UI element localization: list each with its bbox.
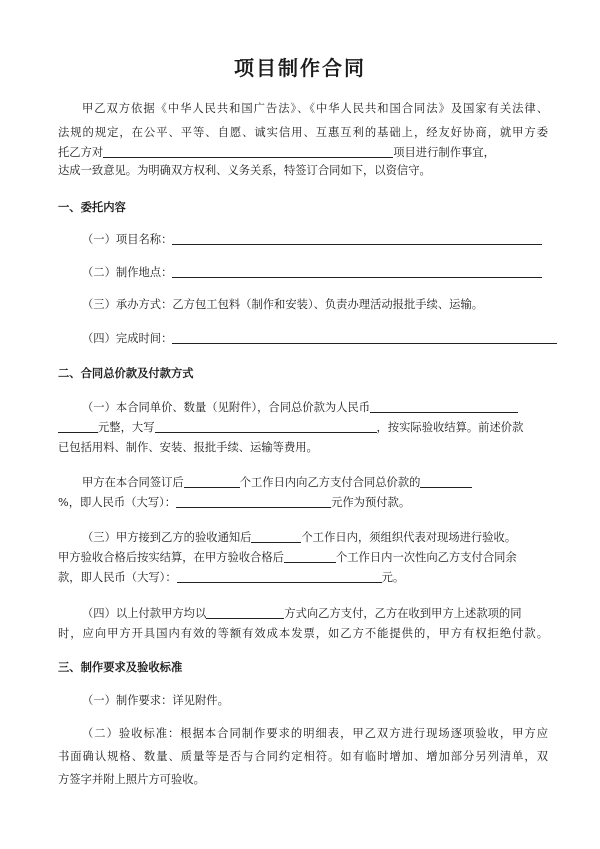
- completion-time-blank[interactable]: [172, 331, 557, 344]
- page-title: 项目制作合同: [234, 56, 366, 80]
- payment-method-blank[interactable]: [206, 606, 284, 619]
- s2-p3-text-a: （三）甲方接到乙方的验收通知后: [82, 531, 252, 544]
- s2-p3-text-c: 甲方验收合格后按实结算，在甲方验收合格后: [58, 551, 284, 564]
- s2-p3-line-3: [58, 570, 548, 585]
- workdays-blank-3[interactable]: [284, 550, 336, 563]
- s2-p2-text-d: 元作为预付款。: [331, 496, 411, 509]
- amount-uppercase-blank[interactable]: [155, 420, 377, 433]
- s2-p3-text-b: 个工作日内，须组织代表对现场进行验收。: [301, 531, 517, 544]
- s2-p1-text-c: ，按实际验收结算。前述价款: [376, 421, 524, 434]
- section-3-heading: 三、制作要求及验收标准: [58, 660, 183, 674]
- s3-item-2-line-2: 书面确认规格、数量、质量等是否与合同约定相符。如有临时增加、增加部分另列清单，双: [58, 750, 548, 763]
- workdays-blank-2[interactable]: [251, 530, 301, 543]
- s2-p4-line-1: [82, 606, 572, 621]
- s2-p1-line-3: 已包括用料、制作、安装、报批手续、运输等费用。: [58, 441, 318, 454]
- s2-p1-line-2: [58, 420, 548, 435]
- s1-item-2-label: （二）制作地点：: [82, 266, 173, 279]
- s2-p3-text-e: 款，即人民币（大写）：: [58, 571, 177, 584]
- percent-blank[interactable]: [420, 475, 472, 488]
- s2-p3-line-2: [58, 550, 548, 565]
- intro-line-1: 甲乙双方依据《中华人民共和国广告法》、《中华人民共和国合同法》及国家有关法律、: [82, 102, 548, 115]
- intro-line-2: 法规的规定，在公平、平等、自愿、诚实信用、互惠互利的基础上，经友好协商，就甲方委: [58, 126, 548, 139]
- project-name-blank[interactable]: [172, 232, 542, 245]
- prepayment-blank[interactable]: [176, 495, 331, 508]
- s1-item-4-label: （四）完成时间：: [82, 332, 173, 345]
- s2-p2-text-b: 个工作日内向乙方支付合同总价款的: [239, 476, 421, 489]
- section-1-heading: 一、委托内容: [58, 200, 126, 214]
- s2-p3-text-d: 个工作日内一次性向乙方支付合同余: [335, 551, 517, 564]
- s3-item-2-line-1: （二）验收标准：根据本合同制作要求的明细表，甲乙双方进行现场逐项验收，甲方应: [82, 727, 548, 740]
- s1-item-4: [82, 331, 572, 346]
- s2-p3-line-1: [82, 530, 572, 545]
- intro-line-3-start: 托乙方对: [58, 146, 104, 159]
- intro-line-3-end: 项目进行制作事宜，: [393, 146, 495, 159]
- s2-p4-text-a: （四）以上付款甲方均以: [82, 607, 207, 620]
- s2-p2-text-a: 甲方在本合同签订后: [82, 476, 184, 489]
- total-price-blank[interactable]: [370, 400, 518, 413]
- s2-p4-line-2: 时，应向甲方开具国内有效的等额有效成本发票，如乙方不能提供的，甲方有权拒绝付款。: [58, 627, 548, 640]
- location-blank[interactable]: [172, 265, 542, 278]
- s2-p1-text-b: 元整，大写: [98, 421, 155, 434]
- s2-p2-line-1: [82, 475, 572, 490]
- project-blank[interactable]: [103, 145, 393, 158]
- s1-item-2: [82, 265, 572, 280]
- s2-p1-line-1: [82, 400, 572, 415]
- s1-item-1-label: （一）项目名称：: [82, 233, 173, 246]
- section-2-heading: 二、合同总价款及付款方式: [58, 366, 194, 380]
- s2-p2-text-c: %，即人民币（大写）：: [58, 496, 177, 509]
- s2-p2-line-2: [58, 495, 548, 510]
- s2-p1-text-a: （一）本合同单价、数量（见附件），合同总价款为人民币: [82, 401, 371, 414]
- intro-line-3: [58, 145, 548, 160]
- s3-item-2-line-3: 方签字并附上照片方可验收。: [58, 773, 205, 786]
- amount-digit-blank[interactable]: [58, 420, 98, 433]
- s2-p4-text-b: 方式向乙方支付，乙方在收到甲方上述款项的同: [284, 607, 522, 620]
- s2-p3-text-f: 元。: [381, 571, 405, 584]
- s1-item-1: [82, 232, 572, 247]
- s3-item-1: （一）制作要求：详见附件。: [82, 694, 229, 707]
- workdays-blank-1[interactable]: [184, 475, 240, 488]
- intro-line-4: 达成一致意见。为明确双方权利、义务关系，特签订合同如下，以资信守。: [58, 164, 431, 177]
- balance-blank[interactable]: [177, 570, 382, 583]
- s1-item-3: （三）承办方式：乙方包工包料（制作和安装）、负责办理活动报批手续、运输。: [82, 298, 484, 311]
